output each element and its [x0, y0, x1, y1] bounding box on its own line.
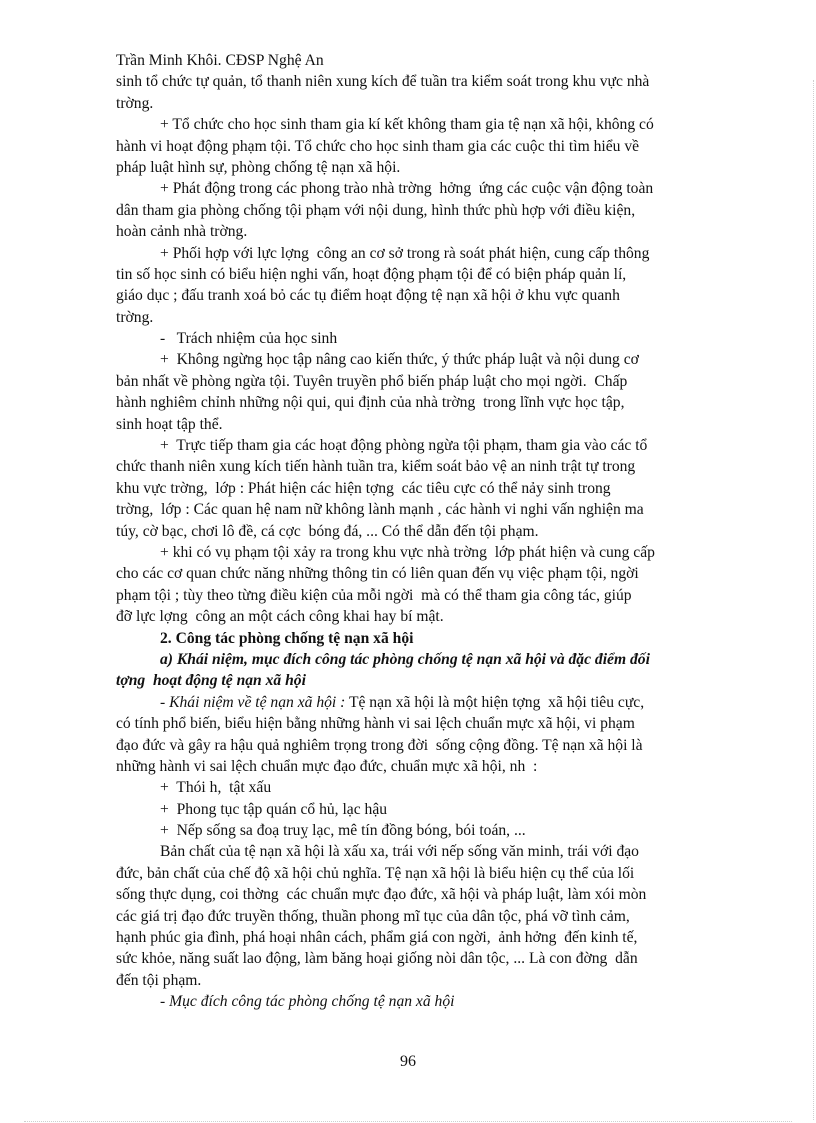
text-line: trờng. [116, 308, 154, 326]
text-line: hoàn cảnh nhà trờng. [116, 223, 248, 241]
text-line: sinh tổ chức tự quản, tổ thanh niên xung kích để tuần tra kiểm soát trong khu vực nhà [116, 73, 650, 91]
text-line: sống thực dụng, coi thờng các chuẩn mực đạo đức, xã hội và pháp luật, làm xói mòn [116, 886, 647, 904]
text-line: + Phối hợp với lực lợng công an cơ sở trong rà soát phát hiện, cung cấp thông [160, 244, 650, 262]
text-line: đỡ lực lợng công an một cách công khai hay bí mật. [116, 608, 444, 626]
subsection-heading: tợng hoạt động tệ nạn xã hội [116, 672, 306, 690]
text-line: + Tổ chức cho học sinh tham gia kí kết không tham gia tệ nạn xã hội, không có [160, 116, 654, 134]
text-line: giáo dục ; đấu tranh xoá bỏ các tụ điểm hoạt động tệ nạn xã hội ở khu vực quanh [116, 287, 620, 305]
text-line: tin số học sinh có biểu hiện nghi vấn, hoạt động phạm tội để có biện pháp quản lí, [116, 265, 627, 283]
text-line: bản nhất về phòng ngừa tội. Tuyên truyền phổ biến pháp luật cho mọi ngời. Chấp [116, 372, 628, 390]
page-border-right [813, 80, 814, 1120]
text-line: có tính phổ biến, biểu hiện bằng những hành vi sai lệch chuẩn mực xã hội, vi phạm [116, 715, 635, 733]
text-line: hạnh phúc gia đình, phá hoại nhân cách, phẩm giá con ngời, ảnh hởng đến kinh tế, [116, 929, 638, 947]
page-header: Trần Minh Khôi. CĐSP Nghệ An [116, 52, 324, 69]
text-line: + khi có vụ phạm tội xảy ra trong khu vực nhà trờng lớp phát hiện và cung cấp [160, 543, 655, 561]
text-line: Bản chất của tệ nạn xã hội là xấu xa, trái với nếp sống văn minh, trái với đạo [160, 843, 639, 861]
text-line: khu vực trờng, lớp : Phát hiện các hiện tợng các tiêu cực có thể nảy sinh trong [116, 479, 611, 497]
text-line: - Trách nhiệm của học sinh [160, 330, 338, 348]
text-line: sinh hoạt tập thể. [116, 415, 223, 433]
text-line: trờng. [116, 94, 154, 112]
text-line: pháp luật hình sự, phòng chống tệ nạn xã hội. [116, 158, 401, 176]
text-line: hành nghiêm chỉnh những nội qui, qui định của nhà trờng trong lĩnh vực học tập, [116, 394, 625, 412]
text-line: phạm tội ; tùy theo từng điều kiện của mỗi ngời mà có thể tham gia công tác, giúp [116, 586, 632, 604]
page-number: 96 [400, 1053, 416, 1070]
text-line: + Trực tiếp tham gia các hoạt động phòng ngừa tội phạm, tham gia vào các tổ [160, 437, 648, 455]
text-line: sức khỏe, năng suất lao động, làm băng hoại giống nòi dân tộc, ... Là con đờng dẫn [116, 950, 638, 968]
text-line: dân tham gia phòng chống tội phạm với nội dung, hình thức phù hợp với điều kiện, [116, 201, 636, 219]
definition-text: Tệ nạn xã hội là một hiện tợng xã hội tiêu cực, [345, 693, 645, 711]
text-line: những hành vi sai lệch chuẩn mực đạo đức, chuẩn mực xã hội, nh : [116, 757, 538, 775]
text-line: trờng, lớp : Các quan hệ nam nữ không lành mạnh , các hành vi nghi vấn nghiện ma [116, 501, 644, 519]
text-line: các giá trị đạo đức truyền thống, thuần phong mĩ tục của dân tộc, phá vỡ tình cảm, [116, 907, 630, 925]
subsection-heading: a) Khái niệm, mục đích công tác phòng chống tệ nạn xã hội và đặc điểm đối [160, 650, 650, 668]
text-line: đạo đức và gây ra hậu quả nghiêm trọng trong đời sống cộng đồng. Tệ nạn xã hội là [116, 736, 643, 754]
document-page [116, 50, 766, 1013]
text-line: hành vi hoạt động phạm tội. Tổ chức cho học sinh tham gia các cuộc thi tìm hiểu về [116, 137, 640, 155]
text-line: + Không ngừng học tập nâng cao kiến thức, ý thức pháp luật và nội dung cơ [160, 351, 639, 369]
purpose-heading: - Mục đích công tác phòng chống tệ nạn xã hội [160, 993, 455, 1011]
section-heading: 2. Công tác phòng chống tệ nạn xã hội [160, 629, 414, 647]
text-line: cho các cơ quan chức năng những thông tin có liên quan đến vụ việc phạm tội, ngời [116, 565, 639, 583]
text-line: + Phát động trong các phong trào nhà trờng hởng ứng các cuộc vận động toàn [160, 180, 654, 198]
definition-label: - Khái niệm về tệ nạn xã hội : [160, 693, 346, 711]
text-line: chức thanh niên xung kích tiến hành tuần tra, kiểm soát bảo vệ an ninh trật tự trong [116, 458, 636, 476]
text-line: đức, bản chất của chế độ xã hội chủ nghĩa. Tệ nạn xã hội là biểu hiện cụ thể của lối [116, 864, 635, 882]
list-item: + Nếp sống sa đoạ truỵ lạc, mê tín đồng bóng, bói toán, ... [160, 822, 526, 840]
definition-line [116, 692, 766, 713]
page-border-bottom [24, 1121, 792, 1122]
text-line: đến tội phạm. [116, 971, 202, 989]
text-line: túy, cờ bạc, chơi lô đề, cá cợc bóng đá, ... Có thể dẫn đến tội phạm. [116, 522, 539, 540]
list-item: + Phong tục tập quán cổ hủ, lạc hậu [160, 800, 388, 818]
list-item: + Thói h, tật xấu [160, 779, 272, 797]
